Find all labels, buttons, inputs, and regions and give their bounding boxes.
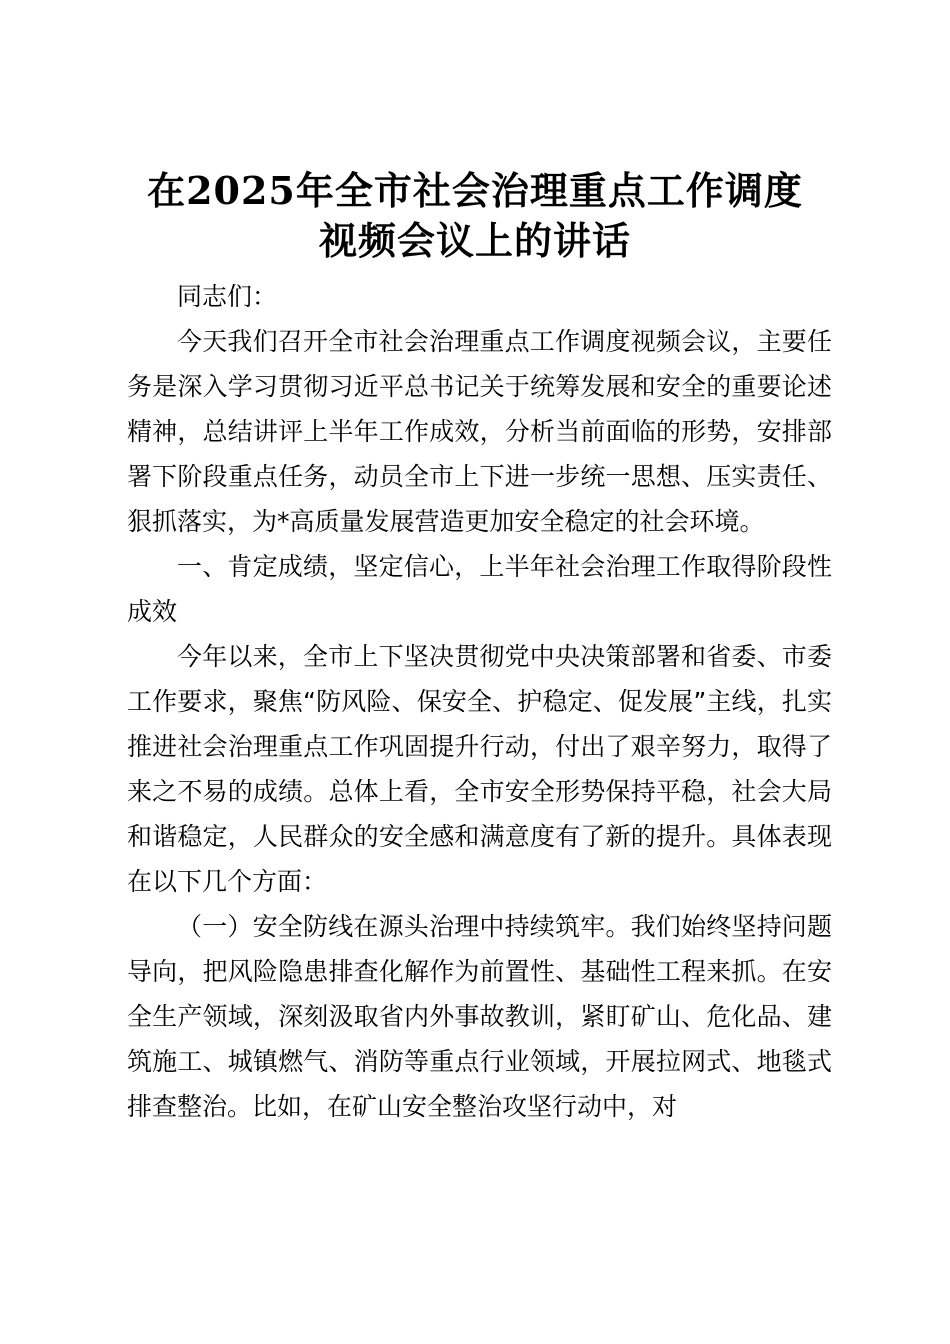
section-heading-1: 一、肯定成绩，坚定信心，上半年社会治理工作取得阶段性成效 [127,552,832,626]
document-body [127,274,832,1129]
document-title [60,166,890,266]
paragraph-intro: 今天我们召开全市社会治理重点工作调度视频会议，主要任务是深入学习贯彻习近平总书记关于统筹发展和安全的重要论述精神，总结讲评上半年工作成效，分析当前面临的形势，安排部署下阶段重点任务，动员全市上下进一步统一思想、压实责任、狠抓落实，为*高质量发展营造更加安全稳定的社会环境。 [127,327,832,536]
paragraph-achievements: 今年以来，全市上下坚决贯彻党中央决策部署和省委、市委工作要求，聚焦“防风险、保安全、护稳定、促发展”主线，扎实推进社会治理重点工作巩固提升行动，付出了艰辛努力，取得了来之不易的成绩。总体上看，全市安全形势保持平稳，社会大局和谐稳定，人民群众的安全感和满意度有了新的提升。具体表现在以下几个方面： [127,642,832,896]
title-line-1: 在2025年全市社会治理重点工作调度 [147,168,803,213]
paragraph-subsection-1: （一）安全防线在源头治理中持续筑牢。我们始终坚持问题导向，把风险隐患排查化解作为前置性、基础性工程来抓。在安全生产领域，深刻汲取省内外事故教训，紧盯矿山、危化品、建筑施工、城镇燃气、消防等重点行业领域，开展拉网式、地毯式排查整治。比如，在矿山安全整治攻坚行动中，对 [127,912,832,1121]
salutation: 同志们： [177,282,278,311]
title-line-2: 视频会议上的讲话 [318,218,631,263]
